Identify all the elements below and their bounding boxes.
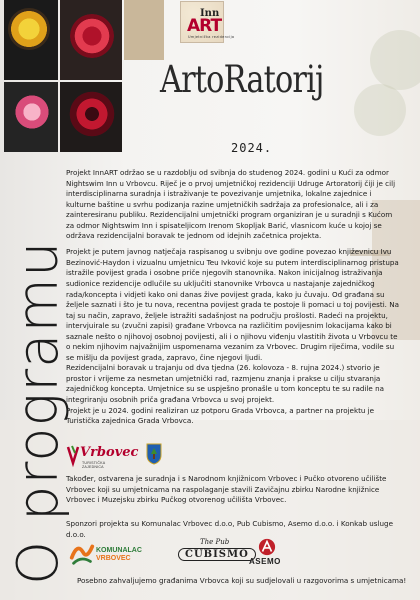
- komunalac-logo-line2: VRBOVEC: [96, 555, 131, 562]
- year-label: 2024.: [231, 141, 273, 155]
- plant-2: [354, 84, 406, 136]
- asemo-logo-icon: [258, 538, 276, 556]
- vrbovec-logo-name: Vrbovec: [80, 445, 139, 460]
- paragraph-residency: Rezidencijalni boravak u trajanju od dva tjedna (26. kolovoza - 8. rujna 2024.) stvorio je prostor i vrijeme za nesmetan umjetnički rad, razmjenu znanja i prakse u cilju stvaranja zajedničkog koncepta. Umjetnice su se uspješno pronašle u tom konceptu te su radile na integriranju osobnih priča građana Vrbovca u svoj projekt.: [66, 363, 384, 404]
- logo-subtitle: Umjetnička rezidencija: [188, 35, 235, 39]
- art-circle-pink: [12, 92, 52, 132]
- komunalac-logo-icon: [68, 539, 96, 567]
- thanks-note: Posebno zahvaljujemo građanima Vrbovca koji su sudjelovali u razgovorima s umjetnicama!: [77, 576, 407, 585]
- logo-inn-text: Inn: [200, 8, 220, 19]
- paragraph-intro: Projekt InnART održao se u razdoblju od svibnja do studenog 2024. godini u Kući za odmor Nightswim Inn u Vrbovcu. Riječ je o prvoj umjetničkoj rezidenciji Udruge Artoratorij čiji je cilj interdisciplinarna suradnja i istraživanje te povezivanje umjetnika, lokalne zajednice i kulturne baštine u svrhu podizanja razine umjetničkih sadržaja za profesionalce, ali i za zainteresiranu publiku. Rezidencijalni umjetnički program organiziran je u suradnji s Kućom za odmor Nightswim Inn i spisateljicom Irenom Skopljak Barić, vlasnicom kuće u kojoj se održava rezidencijalni boravak te jednom od idejnih začetnica projekta.: [66, 168, 396, 241]
- art-circle-red: [70, 14, 114, 58]
- coat-of-arms-icon: [146, 443, 162, 465]
- sponsors-text: Sponzori projekta su Komunalac Vrbovec d.o.o, Pub Cubismo, Asemo d.o.o. i Konkab usluge d.o.o.: [66, 519, 393, 539]
- collaboration-note: Također, ostvarena je suradnja i s Narodnom knjižnicom Vrbovec i Pučko otvoreno učilište Vrbovec koji su umjetnicama na raspolaganje stavili Zavičajnu zbirku Narodne knjižnice Vrbovec i Muzejsku zbirku Pučkog otvorenog učilišta Vrbovec.: [66, 474, 387, 505]
- art-circle-crimson: [68, 90, 116, 138]
- cubismo-logo-line2: CUBISMO: [178, 548, 256, 561]
- body-text: [66, 168, 402, 432]
- asemo-logo-name: ASEMO: [249, 557, 281, 566]
- sponsor-logos: [66, 536, 402, 572]
- vrbovec-logo-tagline: TURISTIČKA ZAJEDNICA: [82, 461, 106, 469]
- cubismo-logo-line1: The Pub: [200, 538, 230, 546]
- wall-frame-5: [124, 0, 164, 60]
- plant-1: [370, 30, 420, 90]
- art-circle-yellow: [8, 8, 50, 50]
- page-title: ArtoRatorij: [160, 58, 324, 101]
- vertical-section-title: O programu: [6, 240, 71, 585]
- paragraph-support: Projekt je u 2024. godini realiziran uz potporu Grada Vrbovca, a partner na projektu je Turistička zajednica Grada Vrbovca.: [66, 405, 375, 426]
- komunalac-logo-line1: KOMUNALAC: [96, 547, 142, 554]
- paragraph-project: Projekt je putem javnog natječaja raspisanog u svibnju ove godine povezao književnicu Ivu Bezinović-Haydon i vizualnu umjetnicu Teu Ivković koje su putem interdisciplinarnog pristupa istražile povijest grada i osobne priče njegovih stanovnika. Nakon inicijalnog istraživanja sudionice rezidencije odlučile su uključiti stanovnike Vrbovca u nastajanje zajedničkog rada/koncepta i vidjeti kako oni danas žive povijest grada, kako ju čuvaju. Od građana su željele saznati i što je tu nova, recentna povijest grada te postoje li pomaci u toj povijesti. Na taj su način, zapravo, željele istražiti sadašnjost na području prošlosti. Radeći na projektu, intervjuirale su (zvučni zapisi) građane Vrbovca na različitim povijesnim lokacijama kako bi saznale nešto o njihovoj osobnoj povijesti, ali i o njihovu viđenju vlastitih života u Vrbovcu te o nekim njihovim najvažnijim uspomenama vezanim za Vrbovec. Drugim riječima, vodile su se mišlju da povijest grada, zapravo, čine njegovi ljudi.: [66, 247, 399, 362]
- logo-art-text: ART: [187, 16, 222, 36]
